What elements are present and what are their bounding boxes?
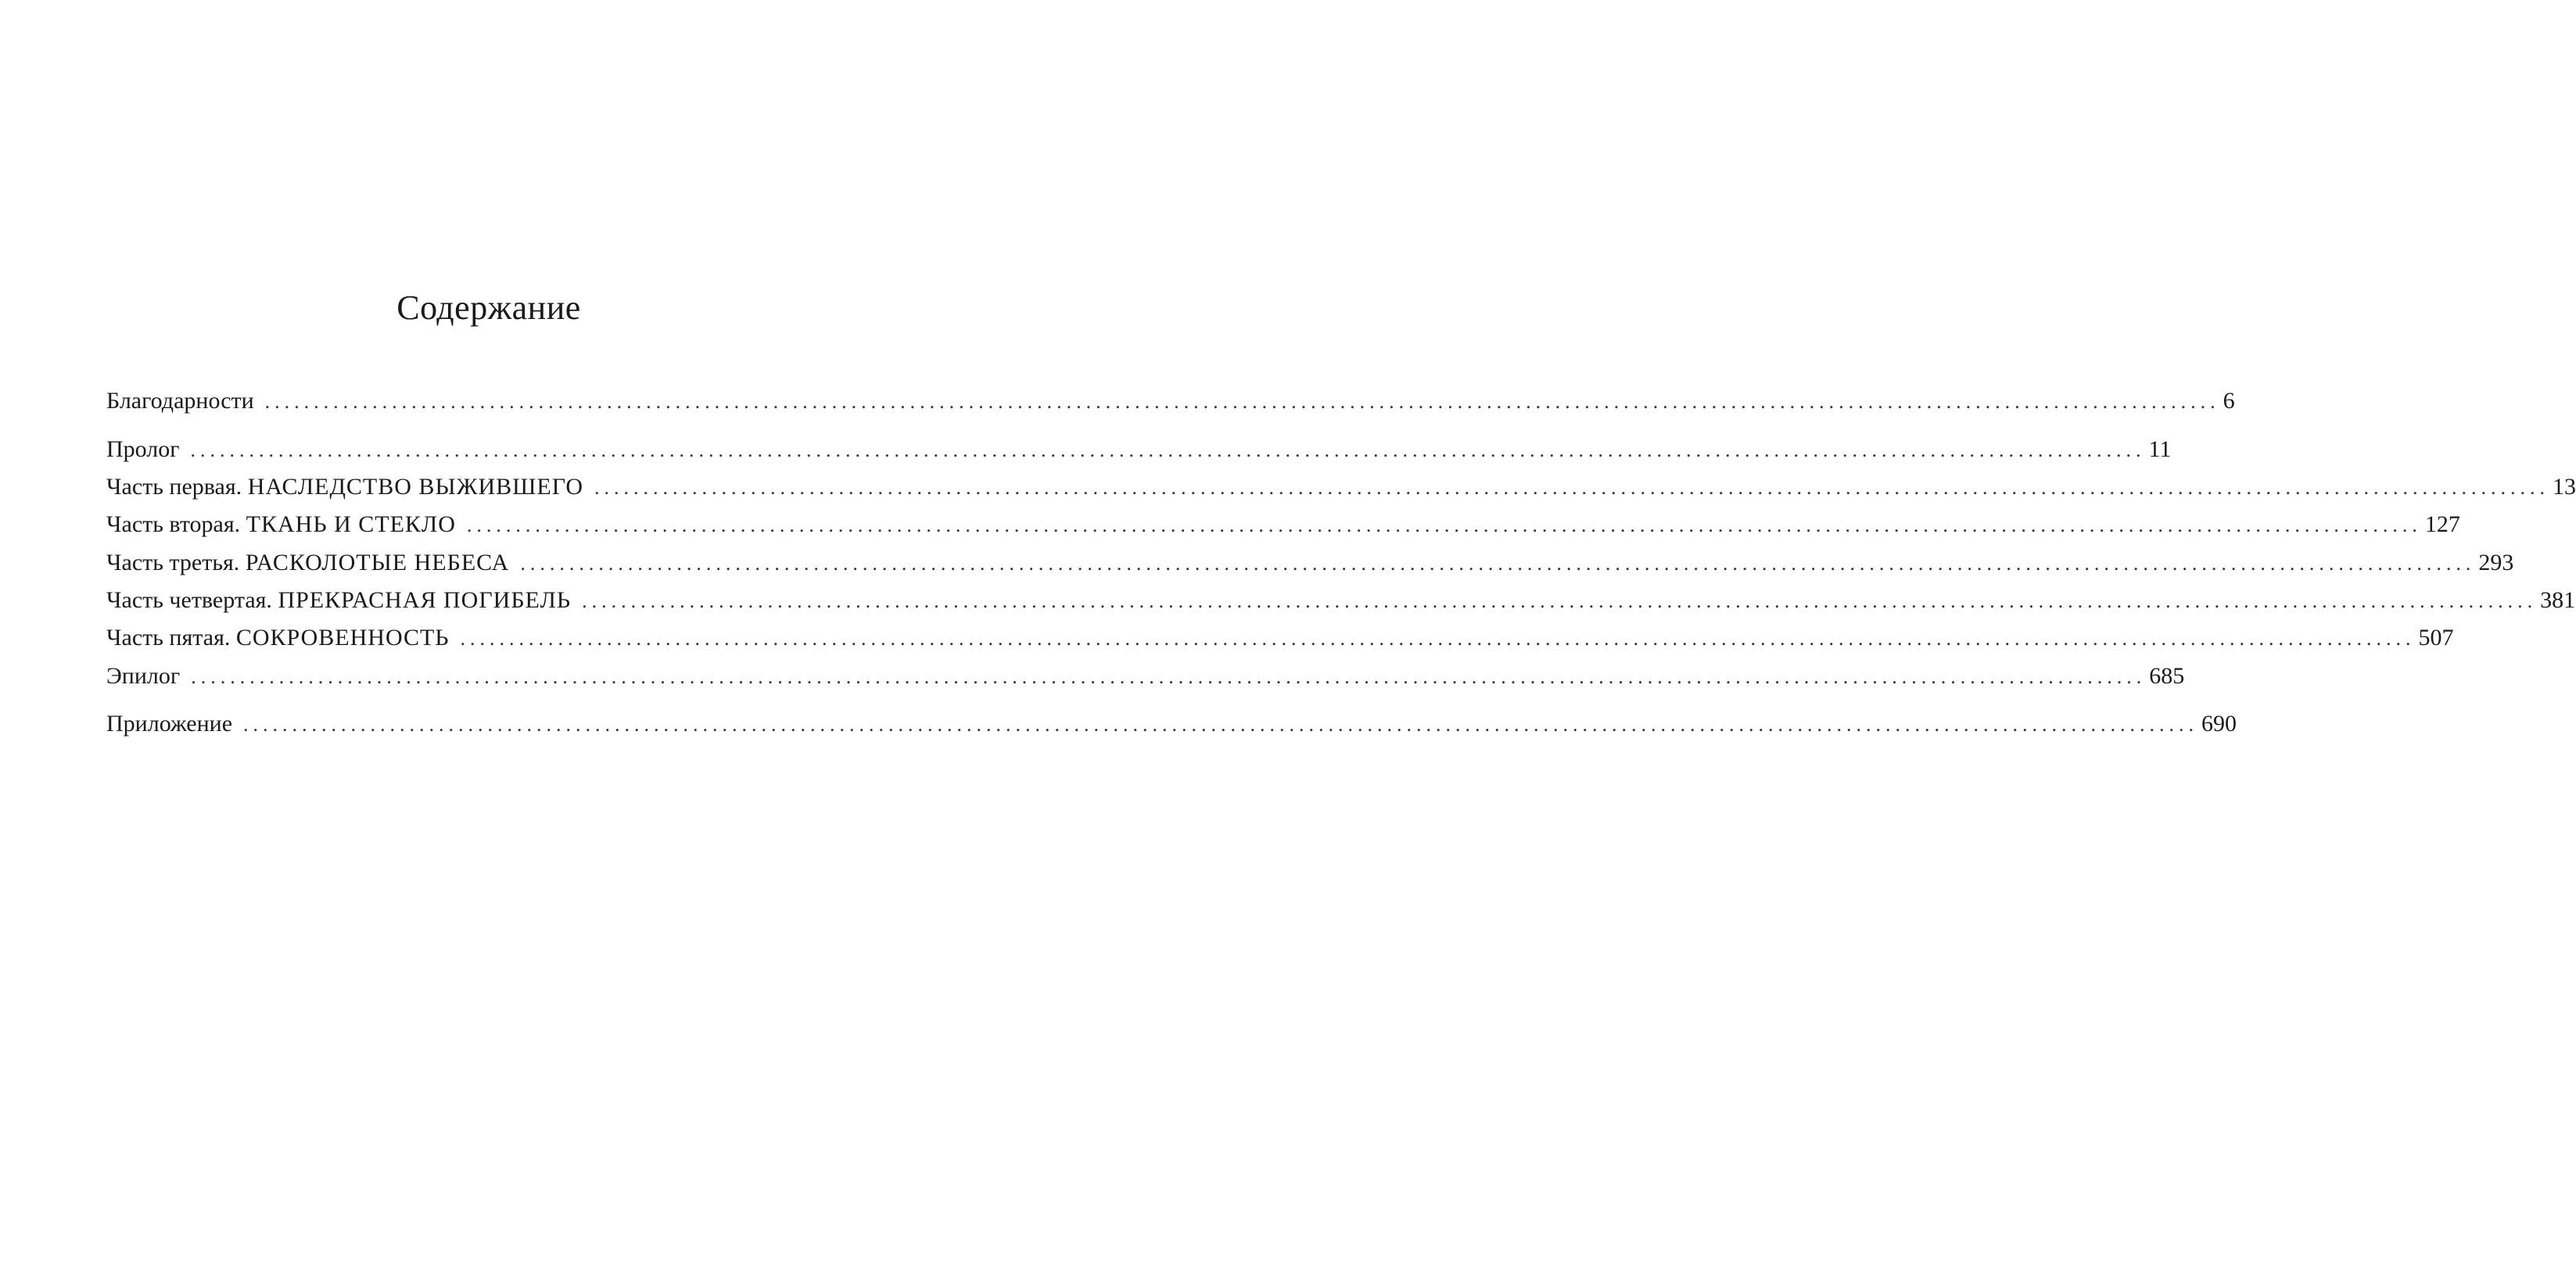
toc-entry-page: 127 — [2424, 511, 2460, 537]
toc-entry-label: Часть четвертая. ПРЕКРАСНАЯ ПОГИБЕЛЬ — [106, 587, 572, 613]
toc-entry-label: Пролог — [106, 436, 180, 462]
dot-leader: ........................................................................................................................................................................................................ — [582, 590, 2538, 612]
toc-entry-label: Часть пятая. СОКРОВЕННОСТЬ — [106, 625, 450, 651]
toc-entry-page: 507 — [2418, 625, 2454, 651]
toc-entry-prologue[interactable] — [106, 434, 2172, 465]
toc-entry-part-2[interactable] — [106, 509, 2460, 540]
toc-entry-label: Благодарности — [106, 388, 254, 414]
dot-leader: ........................................................................................................................................................................................................ — [264, 390, 2220, 413]
toc-entry-acknowledgements[interactable] — [106, 385, 2235, 417]
dot-leader: ........................................................................................................................................................................................................ — [460, 627, 2416, 650]
toc-entry-page: 293 — [2478, 550, 2514, 575]
toc-entry-label: Часть первая. НАСЛЕДСТВО ВЫЖИВШЕГО — [106, 474, 584, 500]
toc-entry-page: 6 — [2223, 388, 2235, 414]
toc-entry-label: Часть третья. РАСКОЛОТЫЕ НЕБЕСА — [106, 550, 510, 575]
toc-entry-label: Часть вторая. ТКАНЬ И СТЕКЛО — [106, 511, 456, 537]
dot-leader: ........................................................................................................................................................................................................ — [520, 552, 2476, 575]
toc-entry-appendix[interactable] — [106, 708, 2237, 740]
dot-leader: ........................................................................................................................................................................................................ — [243, 713, 2199, 736]
dot-leader: ........................................................................................................................................................................................................ — [594, 476, 2550, 499]
table-of-contents — [106, 0, 2576, 1276]
toc-entry-part-3[interactable] — [106, 547, 2514, 579]
page-title: Содержание — [396, 289, 581, 327]
toc-entry-page: 685 — [2149, 663, 2185, 689]
toc-entry-part-5[interactable] — [106, 622, 2454, 654]
toc-entry-label: Приложение — [106, 711, 233, 737]
toc-entry-part-1[interactable] — [106, 471, 2576, 503]
toc-entry-page: 690 — [2201, 711, 2237, 737]
toc-entry-page: 381 — [2540, 587, 2576, 613]
dot-leader: ........................................................................................................................................................................................................ — [466, 514, 2422, 536]
toc-entry-page: 11 — [2148, 436, 2172, 462]
toc-entry-label: Эпилог — [106, 663, 181, 689]
dot-leader: ........................................................................................................................................................................................................ — [190, 439, 2146, 461]
toc-entry-page: 13 — [2553, 474, 2576, 500]
dot-leader: ........................................................................................................................................................................................................ — [191, 665, 2147, 688]
toc-entry-epilogue[interactable] — [106, 661, 2185, 692]
toc-entry-part-4[interactable] — [106, 585, 2576, 616]
